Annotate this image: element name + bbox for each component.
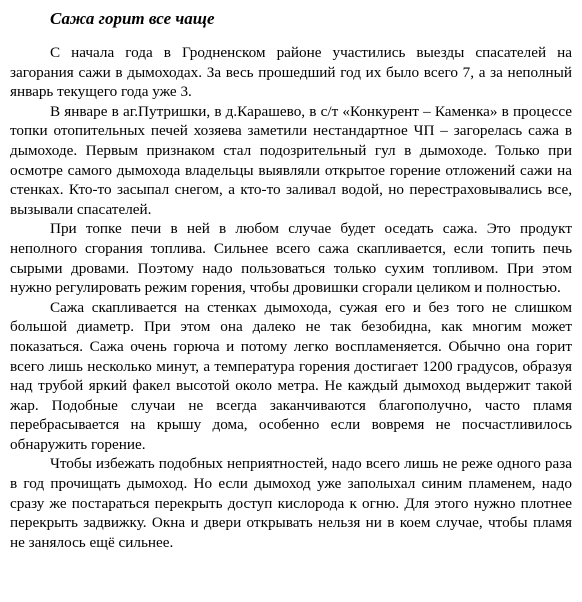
paragraph-3: При топке печи в ней в любом случае будет оседать сажа. Это продукт неполного сгорания топлива. Сильнее всего сажа скапливается, если топить печь сырыми дровами. Поэтому надо пользоваться только сухим топливом. При этом нужно регулировать режим горения, чтобы дровишки сгорали целиком и полностью.: [10, 220, 572, 297]
article-body: [10, 43, 572, 552]
paragraph-5: Чтобы избежать подобных неприятностей, надо всего лишь не реже одного раза в год прочищать дымоход. Но если дымоход уже заполыхал синим пламенем, надо сразу же постараться перекрыть доступ кислорода к огню. Для этого нужно плотнее перекрыть задвижку. Окна и двери открывать нельзя ни в коем случае, чтобы пламя не занялось ещё сильнее.: [10, 455, 572, 551]
paragraph-1: С начала года в Гродненском районе участились выезды спасателей на загорания сажи в дымоходах. За весь прошедший год их было всего 7, а за неполный январь текущего года уже 3.: [10, 44, 572, 101]
paragraph-2: В январе в аг.Путришки, в д.Карашево, в с/т «Конкурент – Каменка» в процессе топки отопительных печей хозяева заметили нестандартное ЧП – загорелась сажа в дымоходе. Первым признаком стал подозрительный гул в дымоходе. Только при осмотре самого дымохода владельцы выявляли открытое горение отложений сажи на стенках. Кто-то засыпал снегом, а кто-то заливал водой, но перестраховывались все, вызывали спасателей.: [10, 102, 572, 218]
article-title: Сажа горит все чаще: [50, 9, 215, 28]
article: [10, 8, 572, 552]
paragraph-4: Сажа скапливается на стенках дымохода, сужая его и без того не слишком большой диаметр. При этом она далеко не так безобидна, как многим может показаться. Сажа очень горюча и потому легко воспламеняется. Обычно она горит всего лишь несколько минут, а температура горения достигает 1200 градусов, образуя над трубой яркий факел высотой около метра. Не каждый дымоход выдержит такой жар. Подобные случаи не всегда заканчиваются благополучно, часто пламя перебрасывается на крышу дома, особенно если вовремя не посчастливилось обнаружить горение.: [10, 298, 572, 453]
